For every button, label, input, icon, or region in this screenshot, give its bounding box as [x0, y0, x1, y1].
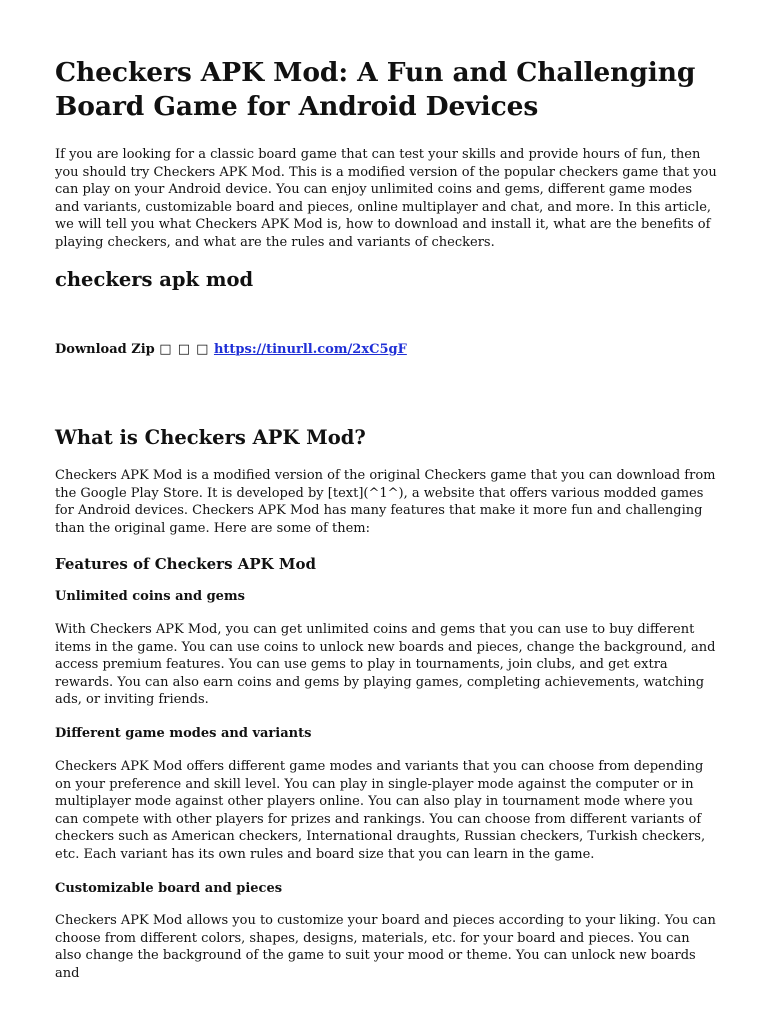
feature-text: Checkers APK Mod offers different game modes and variants that you can choose from depending on your preference and skill level. You can play in single-player mode against the computer or in multiplayer mode against other players online. You can also play in tournament mode where you can compete with other players for prizes and rankings. You can choose from different variants of checkers such as American checkers, International draughts, Russian checkers, Turkish checkers, etc. Each variant has its own rules and board size that you can learn in the game. [55, 759, 706, 862]
feature-title: Customizable board and pieces [55, 881, 283, 896]
download-line [55, 341, 720, 359]
intro-paragraph: If you are looking for a classic board game that can test your skills and provide hours of fun, then you should try Checkers APK Mod. This is a modified version of the popular checkers game that you can play on your Android device. You can enjoy unlimited coins and gems, different game modes and variants, customizable board and pieces, online multiplayer and chat, and more. In this article, we will tell you what Checkers APK Mod is, how to download and install it, what are the benefits of playing checkers, and what are the rules and variants of checkers. [55, 147, 717, 250]
feature-title: Different game modes and variants [55, 726, 312, 741]
feature-text: With Checkers APK Mod, you can get unlimited coins and gems that you can use to buy different items in the game. You can use coins to unlock new boards and pieces, change the background, and access premium features. You can use gems to play in tournaments, join clubs, and get extra rewards. You can also earn coins and gems by playing games, completing achievements, watching ads, or inviting friends. [55, 622, 716, 708]
keyword-heading: checkers apk mod [55, 268, 254, 291]
download-symbols: □ □ □ [159, 342, 210, 357]
features-heading: Features of Checkers APK Mod [55, 555, 317, 573]
page-title: Checkers APK Mod: A Fun and Challenging Board Game for Android Devices [55, 57, 696, 122]
what-is-paragraph: Checkers APK Mod is a modified version of the original Checkers game that you can download from the Google Play Store. It is developed by [text](^1^), a website that offers various modded games for Android devices. Checkers APK Mod has many features that make it more fun and challenging than the original game. Here are some of them: [55, 468, 716, 536]
feature-title: Unlimited coins and gems [55, 589, 245, 604]
what-is-heading: What is Checkers APK Mod? [55, 426, 366, 449]
download-label: Download Zip [55, 342, 155, 357]
download-link[interactable]: https://tinurll.com/2xC5gF [213, 342, 407, 357]
feature-text: Checkers APK Mod allows you to customize your board and pieces according to your liking. You can choose from different colors, shapes, designs, materials, etc. for your board and pieces. You can also change the background of the game to suit your mood or theme. You can unlock new boards and [55, 913, 716, 981]
